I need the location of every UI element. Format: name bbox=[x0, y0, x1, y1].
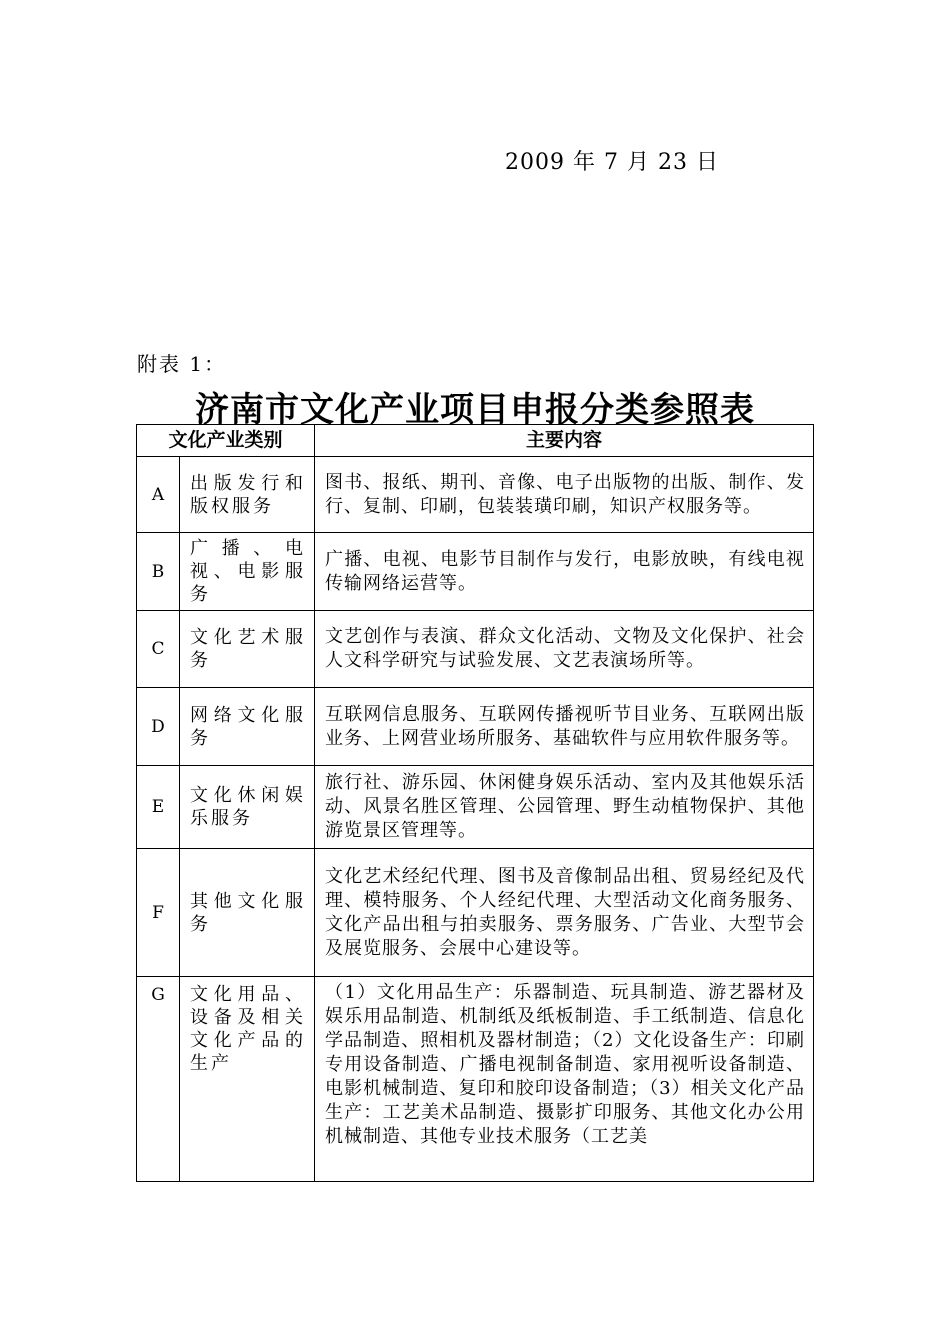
row-content: 图书、报纸、期刊、音像、电子出版物的出版、制作、发行、复制、印刷，包装装璜印刷，知识产权服务等。 bbox=[315, 457, 814, 533]
document-date: 2009 年 7 月 23 日 bbox=[505, 150, 719, 175]
row-content: 旅行社、游乐园、休闲健身娱乐活动、室内及其他娱乐活动、风景名胜区管理、公园管理、野生动植物保护、其他游览景区管理等。 bbox=[315, 766, 814, 849]
table-header-row bbox=[137, 425, 814, 457]
classification-table bbox=[136, 424, 814, 1182]
row-category: 文化休闲娱乐服务 bbox=[180, 766, 315, 849]
row-code: A bbox=[137, 457, 180, 533]
row-code: F bbox=[137, 849, 180, 977]
row-code: E bbox=[137, 766, 180, 849]
row-code: D bbox=[137, 688, 180, 766]
header-content: 主要内容 bbox=[315, 425, 814, 457]
table-row bbox=[137, 457, 814, 533]
row-category: 网络文化服务 bbox=[180, 688, 315, 766]
row-category: 文化艺术服务 bbox=[180, 611, 315, 688]
row-content: （1）文化用品生产：乐器制造、玩具制造、游艺器材及娱乐用品制造、机制纸及纸板制造、手工纸制造、信息化学品制造、照相机及器材制造；（2）文化设备生产：印刷专用设备制造、广播电视制备制造、家用视听设备制造、电影机械制造、复印和胶印设备制造；（3）相关文化产品生产：工艺美术品制造、摄影扩印服务、其他文化办公用机械制造、其他专业技术服务（工艺美 bbox=[315, 977, 814, 1182]
table-title: 济南市文化产业项目申报分类参照表 bbox=[195, 390, 755, 430]
row-content: 文艺创作与表演、群众文化活动、文物及文化保护、社会人文科学研究与试验发展、文艺表演场所等。 bbox=[315, 611, 814, 688]
header-category: 文化产业类别 bbox=[137, 425, 315, 457]
row-code: B bbox=[137, 533, 180, 611]
table-row bbox=[137, 766, 814, 849]
row-category: 出版发行和版权服务 bbox=[180, 457, 315, 533]
row-content: 互联网信息服务、互联网传播视听节目业务、互联网出版业务、上网营业场所服务、基础软件与应用软件服务等。 bbox=[315, 688, 814, 766]
table-row bbox=[137, 977, 814, 1182]
row-content: 广播、电视、电影节目制作与发行，电影放映，有线电视传输网络运营等。 bbox=[315, 533, 814, 611]
row-content: 文化艺术经纪代理、图书及音像制品出租、贸易经纪及代理、模特服务、个人经纪代理、大型活动文化商务服务、文化产品出租与拍卖服务、票务服务、广告业、大型节会及展览服务、会展中心建设等。 bbox=[315, 849, 814, 977]
table-row bbox=[137, 688, 814, 766]
table-row bbox=[137, 611, 814, 688]
table-row bbox=[137, 849, 814, 977]
table-row bbox=[137, 533, 814, 611]
row-category: 文化用品、设备及相关文化产品的生产 bbox=[180, 977, 315, 1182]
row-category: 其他文化服务 bbox=[180, 849, 315, 977]
row-code: C bbox=[137, 611, 180, 688]
row-code: G bbox=[137, 977, 180, 1182]
appendix-label: 附表 1： bbox=[137, 352, 227, 376]
row-category: 广播、电视、电影服务 bbox=[180, 533, 315, 611]
